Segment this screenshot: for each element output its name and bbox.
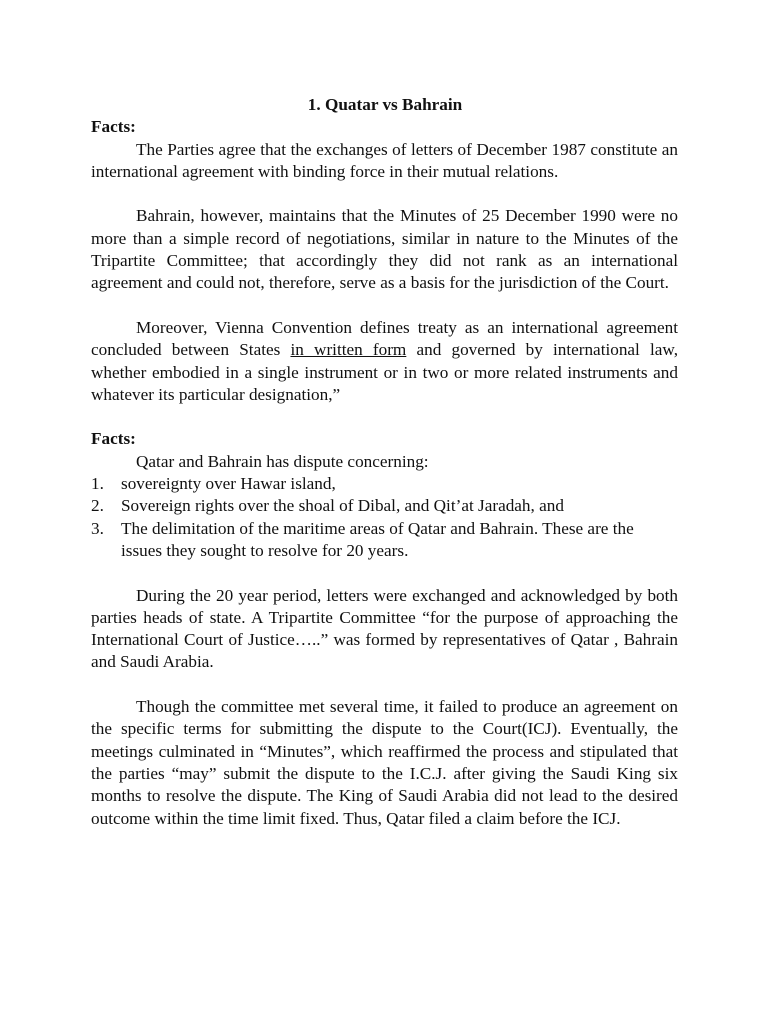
paragraph-1: The Parties agree that the exchanges of letters of December 1987 constitute an international agreement with binding force in their mutual relations.: [91, 139, 678, 181]
document-page: [91, 94, 678, 830]
list-intro: Qatar and Bahrain has dispute concerning:: [136, 451, 429, 471]
list-number: 2.: [91, 496, 104, 516]
paragraph-3-text: Moreover, Vienna Convention defines treaty as an international agreement concluded between States: [91, 317, 678, 360]
paragraph-3-text-end: and governed by international law, whether embodied in a single instrument or in two or more related instruments and whatever its particular designation,”: [91, 340, 679, 404]
list-item-text: The delimitation of the maritime areas of Qatar and Bahrain. These are the issues they sought to resolve for 20 years.: [121, 518, 634, 560]
underlined-phrase: in written form: [290, 340, 407, 360]
list-item: [91, 473, 678, 495]
list-item-text: Sovereign rights over the shoal of Dibal, and Qit’at Jaradah, and: [121, 496, 564, 516]
list-item-text: sovereignty over Hawar island,: [121, 474, 336, 494]
document-title: 1. Quatar vs Bahrain: [307, 95, 463, 114]
paragraph-2: Bahrain, however, maintains that the Minutes of 25 December 1990 were no more than a simple record of negotiations, similar in nature to the Minutes of the Tripartite Committee; that accordingly they did not rank as an international agreement and could not, therefore, serve as a basis for the jurisdiction of the Court.: [91, 206, 678, 293]
dispute-list: [91, 473, 678, 562]
facts-heading: Facts:: [91, 429, 136, 449]
facts-heading: Facts:: [91, 117, 136, 137]
paragraph-3: [91, 317, 678, 406]
list-number: 3.: [91, 518, 104, 538]
paragraph-5: Though the committee met several time, it failed to produce an agreement on the specific terms for submitting the dispute to the Court(ICJ). Eventually, the meetings culminated in “Minutes”, which reaffirmed the process and stipulated that the parties “may” submit the dispute to the I.C.J. after giving the Saudi King six months to resolve the dispute. The King of Saudi Arabia did not lead to the desired outcome within the time limit fixed. Thus, Qatar filed a claim before the ICJ.: [91, 697, 678, 828]
list-item: [91, 495, 678, 517]
paragraph-4: During the 20 year period, letters were exchanged and acknowledged by both parties heads of state. A Tripartite Committee “for the purpose of approaching the International Court of Justice…..” was formed by representatives of Qatar , Bahrain and Saudi Arabia.: [91, 585, 678, 672]
list-number: 1.: [91, 474, 104, 494]
list-item: [91, 518, 678, 563]
